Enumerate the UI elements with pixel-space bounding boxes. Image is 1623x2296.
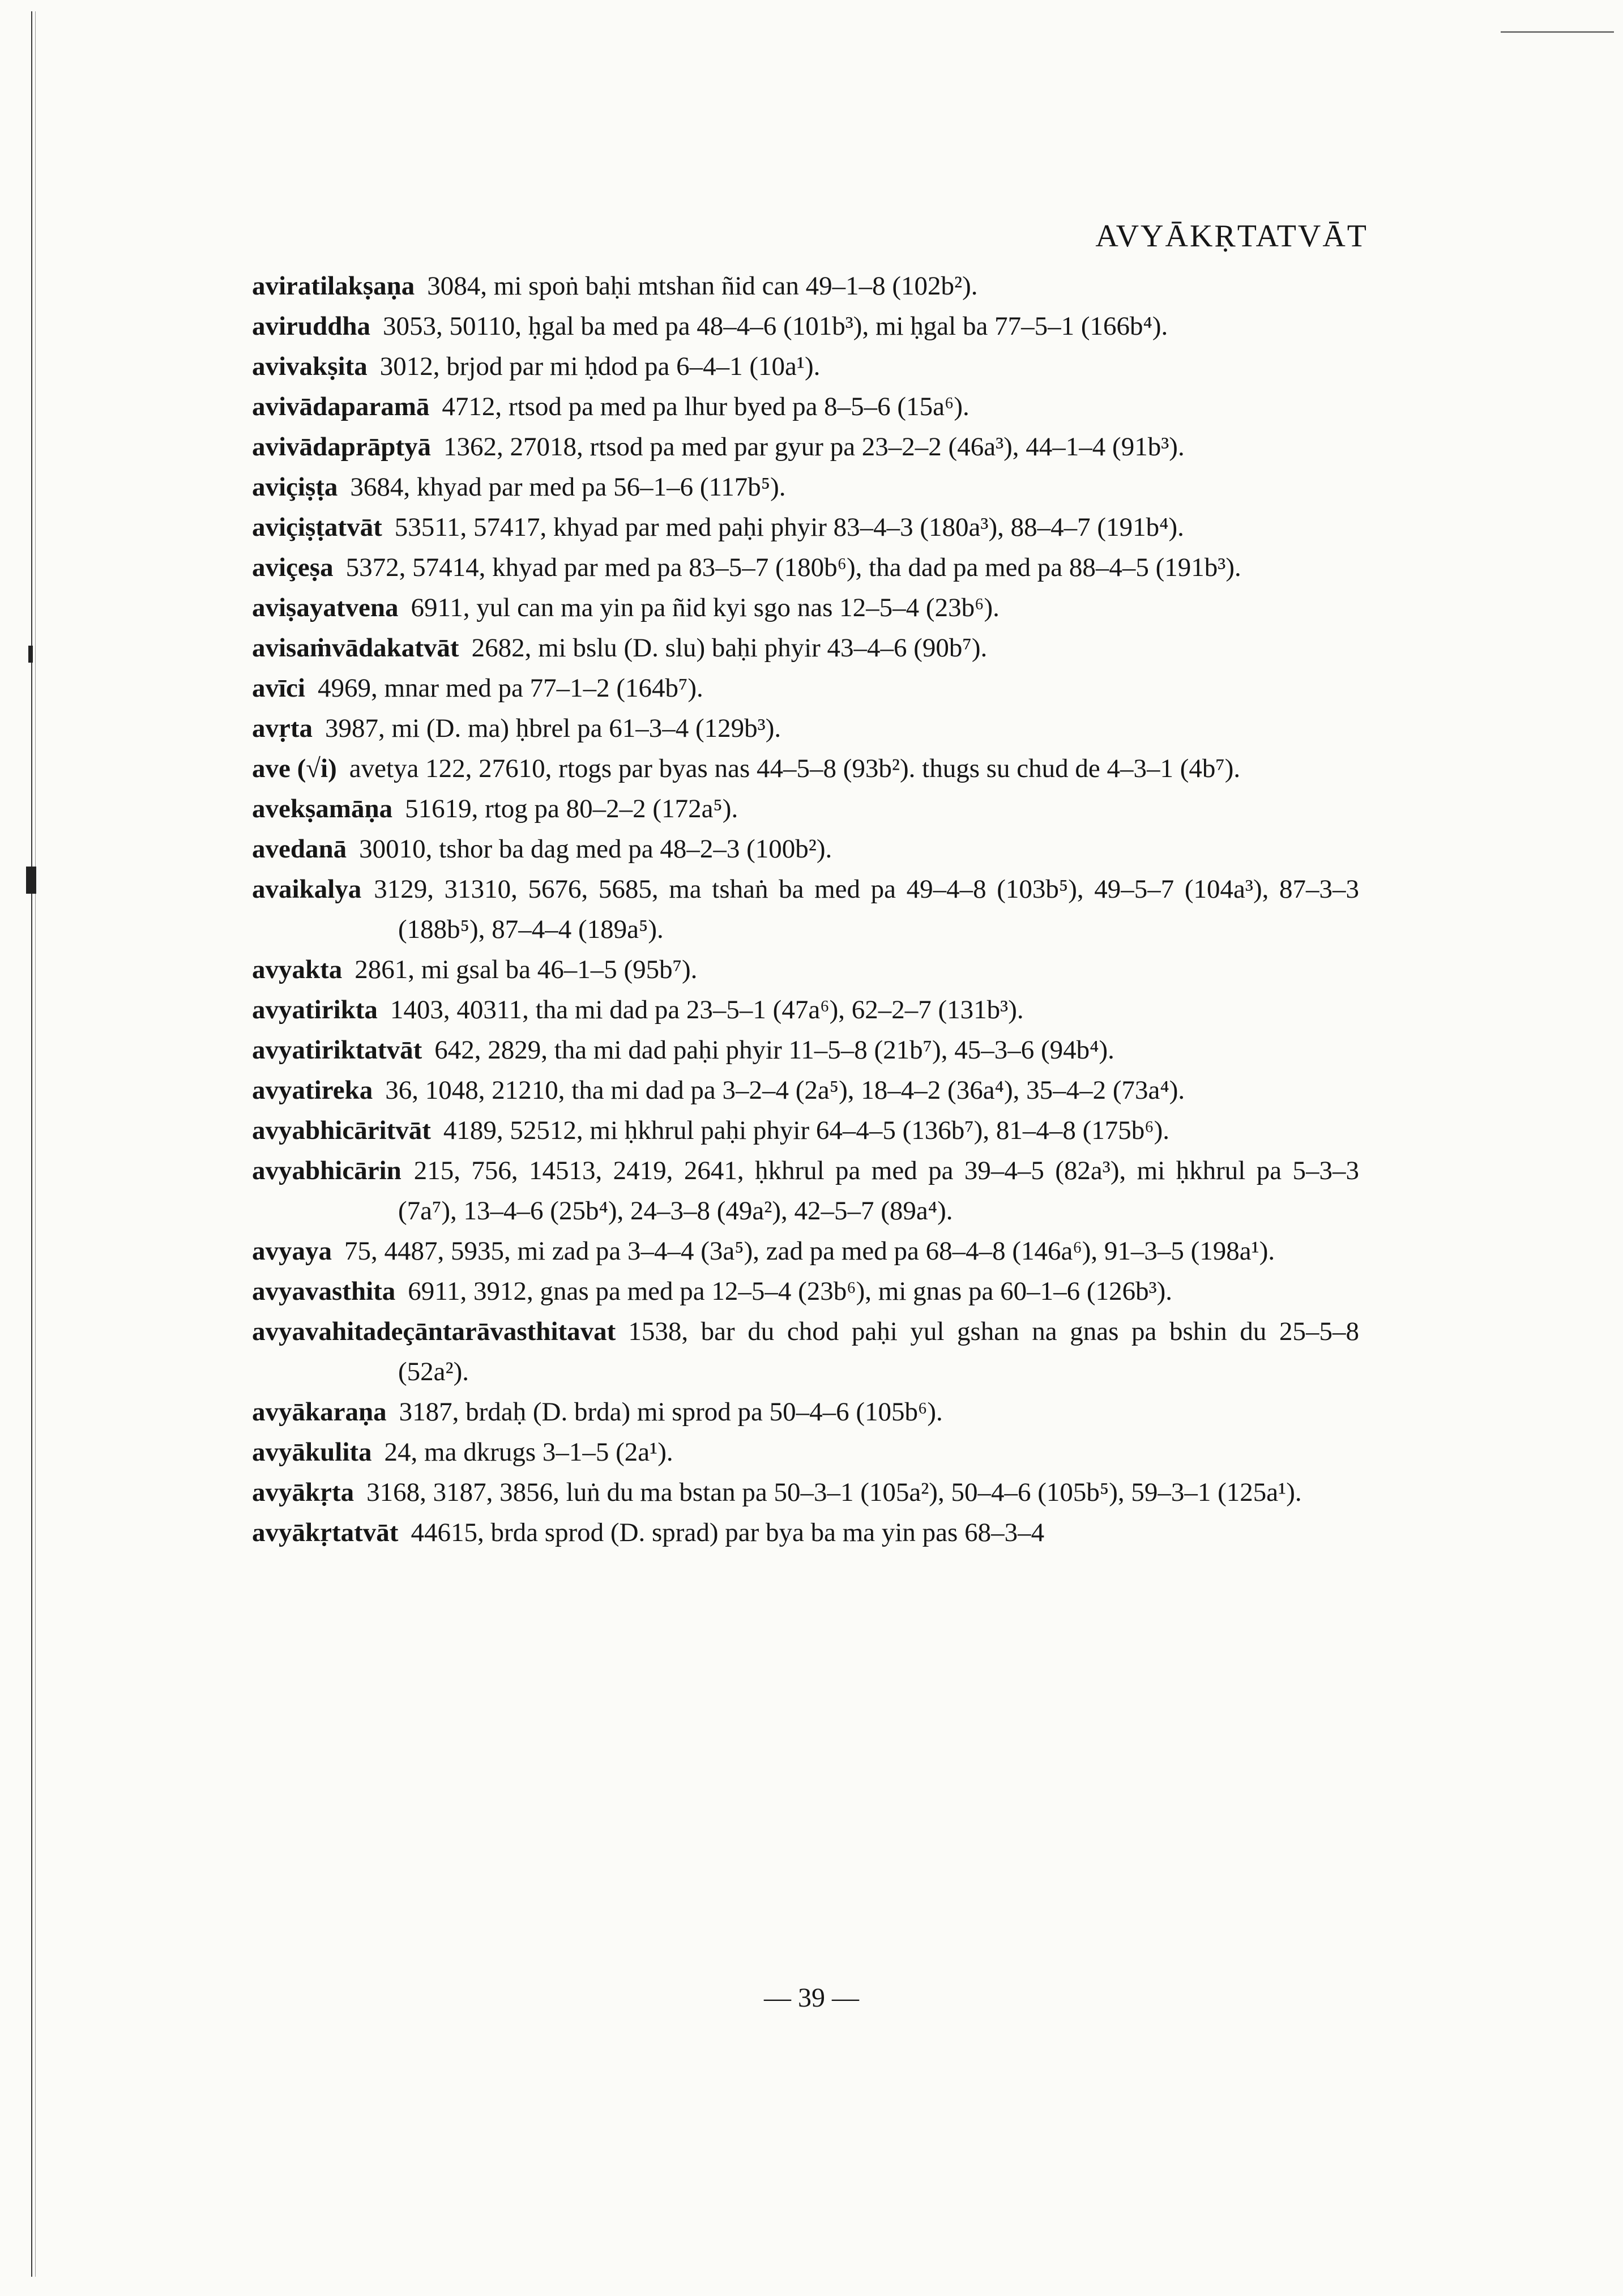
- entry-text: 215, 756, 14513, 2419, 2641, ḥkhrul pa med pa 39–4–5 (82a³), mi ḥkhrul pa 5–3–3 (7a⁷), 13–4–6 (25b⁴), 24–3–8 (49a²), 42–5–7 (89a⁴).: [398, 1156, 1359, 1226]
- dictionary-entry: [252, 266, 1359, 306]
- entry-headword: avyākṛtatvāt: [252, 1518, 399, 1547]
- entry-headword: avivādaprāptyā: [252, 432, 431, 462]
- entry-headword: avyatirikta: [252, 995, 378, 1025]
- dictionary-entry: [252, 829, 1359, 869]
- entry-text: 44615, brda sprod (D. sprad) par bya ba ma yin pas 68–3–4: [411, 1518, 1045, 1547]
- dictionary-entry: [252, 950, 1359, 990]
- entry-headword: avyabhicārin: [252, 1156, 402, 1185]
- dictionary-entry: [252, 548, 1359, 588]
- running-head: AVYĀKṚTATVĀT: [1095, 219, 1368, 254]
- entry-headword: avekṣamāṇa: [252, 794, 393, 823]
- entry-headword: avyākaraṇa: [252, 1397, 387, 1427]
- entry-text: 2682, mi bslu (D. slu) baḥi phyir 43–4–6 (90b⁷).: [471, 633, 988, 663]
- entry-text: 3168, 3187, 3856, luṅ du ma bstan pa 50–3–1 (105a²), 50–4–6 (105b⁵), 59–3–1 (125a¹).: [366, 1478, 1302, 1507]
- entry-text: 3187, brdaḥ (D. brda) mi sprod pa 50–4–6 (105b⁶).: [399, 1397, 943, 1427]
- entry-text: avetya 122, 27610, rtogs par byas nas 44–5–8 (93b²). thugs su chud de 4–3–1 (4b⁷).: [349, 754, 1241, 783]
- dictionary-entry: [252, 1473, 1359, 1513]
- dictionary-entry: [252, 789, 1359, 829]
- entry-headword: avisaṁvādakatvāt: [252, 633, 459, 663]
- entry-text: 53511, 57417, khyad par med paḥi phyir 83–4–3 (180a³), 88–4–7 (191b⁴).: [394, 513, 1184, 542]
- dictionary-entry: [252, 1271, 1359, 1312]
- entry-text: 24, ma dkrugs 3–1–5 (2a¹).: [384, 1437, 673, 1467]
- dictionary-entry: [252, 1513, 1359, 1553]
- entry-text: 75, 4487, 5935, mi zad pa 3–4–4 (3a⁵), zad pa med pa 68–4–8 (146a⁶), 91–3–5 (198a¹).: [344, 1236, 1275, 1266]
- entry-headword: avyabhicāritvāt: [252, 1116, 431, 1145]
- dictionary-entry: [252, 1231, 1359, 1271]
- dictionary-entries: [252, 266, 1359, 1553]
- entry-headword: avyatiriktatvāt: [252, 1035, 422, 1065]
- entry-text: 4969, mnar med pa 77–1–2 (164b⁷).: [317, 673, 703, 703]
- dictionary-entry: [252, 387, 1359, 427]
- entry-text: 4712, rtsod pa med pa lhur byed pa 8–5–6 (15a⁶).: [442, 392, 969, 421]
- entry-headword: avedanā: [252, 834, 347, 864]
- entry-text: 5372, 57414, khyad par med pa 83–5–7 (180b⁶), tha dad pa med pa 88–4–5 (191b³).: [345, 553, 1241, 582]
- entry-text: 2861, mi gsal ba 46–1–5 (95b⁷).: [355, 955, 698, 984]
- dictionary-entry: [252, 1392, 1359, 1432]
- scan-corner-line: [1501, 31, 1614, 33]
- entry-headword: avyākulita: [252, 1437, 372, 1467]
- entry-headword: aviçiṣṭatvāt: [252, 513, 382, 542]
- dictionary-entry: [252, 1312, 1359, 1392]
- dictionary-entry: [252, 990, 1359, 1030]
- entry-headword: avaikalya: [252, 874, 362, 904]
- scan-edge-mark: [28, 646, 33, 663]
- entry-headword: avivādaparamā: [252, 392, 430, 421]
- entry-headword: aviruddha: [252, 311, 370, 341]
- dictionary-entry: [252, 1070, 1359, 1111]
- dictionary-entry: [252, 467, 1359, 507]
- entry-text: 6911, yul can ma yin pa ñid kyi sgo nas 12–5–4 (23b⁶).: [411, 593, 1000, 622]
- entry-headword: avīci: [252, 673, 305, 703]
- entry-headword: avṛta: [252, 714, 313, 743]
- entry-headword: avyavasthita: [252, 1277, 396, 1306]
- dictionary-entry: [252, 507, 1359, 548]
- entry-text: 1362, 27018, rtsod pa med par gyur pa 23–2–2 (46a³), 44–1–4 (91b³).: [443, 432, 1185, 462]
- dictionary-entry: [252, 869, 1359, 950]
- entry-text: 642, 2829, tha mi dad paḥi phyir 11–5–8 (21b⁷), 45–3–6 (94b⁴).: [434, 1035, 1114, 1065]
- dictionary-entry: [252, 588, 1359, 628]
- scan-edge-mark: [26, 867, 36, 894]
- entry-text: 3084, mi spoṅ baḥi mtshan ñid can 49–1–8 (102b²).: [427, 271, 978, 301]
- dictionary-entry: [252, 628, 1359, 668]
- dictionary-entry: [252, 709, 1359, 749]
- entry-text: 3129, 31310, 5676, 5685, ma tshaṅ ba med pa 49–4–8 (103b⁵), 49–5–7 (104a³), 87–3–3 (188b⁵), 87–4–4 (189a⁵).: [374, 874, 1359, 944]
- scan-edge-rule-thin: [35, 11, 36, 2277]
- dictionary-entry: [252, 347, 1359, 387]
- dictionary-entry: [252, 1432, 1359, 1473]
- entry-text: 51619, rtog pa 80–2–2 (172a⁵).: [405, 794, 738, 823]
- entry-headword: avyākṛta: [252, 1478, 355, 1507]
- entry-headword: avyakta: [252, 955, 343, 984]
- entry-text: 3053, 50110, ḥgal ba med pa 48–4–6 (101b³), mi ḥgal ba 77–5–1 (166b⁴).: [382, 311, 1168, 341]
- entry-headword: ave (√i): [252, 754, 337, 783]
- entry-text: 30010, tshor ba dag med pa 48–2–3 (100b²).: [359, 834, 832, 864]
- entry-text: 4189, 52512, mi ḥkhrul paḥi phyir 64–4–5 (136b⁷), 81–4–8 (175b⁶).: [443, 1116, 1170, 1145]
- dictionary-entry: [252, 1111, 1359, 1151]
- entry-text: 1538, bar du chod paḥi yul gshan na gnas pa bshin du 25–5–8 (52a²).: [398, 1317, 1359, 1386]
- scan-edge-rule: [31, 11, 32, 2277]
- entry-text: 3684, khyad par med pa 56–1–6 (117b⁵).: [350, 472, 786, 502]
- entry-headword: aviçiṣṭa: [252, 472, 338, 502]
- entry-headword: aviçeṣa: [252, 553, 334, 582]
- dictionary-entry: [252, 427, 1359, 467]
- entry-headword: aviṣayatvena: [252, 593, 399, 622]
- dictionary-entry: [252, 1151, 1359, 1231]
- entry-text: 36, 1048, 21210, tha mi dad pa 3–2–4 (2a⁵), 18–4–2 (36a⁴), 35–4–2 (73a⁴).: [385, 1076, 1185, 1105]
- dictionary-entry: [252, 749, 1359, 789]
- entry-text: 3012, brjod par mi ḥdod pa 6–4–1 (10a¹).: [379, 352, 821, 381]
- entry-text: 3987, mi (D. ma) ḥbrel pa 61–3–4 (129b³).: [325, 714, 781, 743]
- entry-headword: avyatireka: [252, 1076, 373, 1105]
- entry-headword: avyavahitadeçāntarāvasthitavat: [252, 1317, 616, 1346]
- entry-headword: avivakṣita: [252, 352, 368, 381]
- entry-headword: avyaya: [252, 1236, 332, 1266]
- entry-headword: aviratilakṣaṇa: [252, 271, 415, 301]
- entry-text: 6911, 3912, gnas pa med pa 12–5–4 (23b⁶), mi gnas pa 60–1–6 (126b³).: [408, 1277, 1173, 1306]
- dictionary-entry: [252, 668, 1359, 709]
- dictionary-entry: [252, 306, 1359, 347]
- entry-text: 1403, 40311, tha mi dad pa 23–5–1 (47a⁶), 62–2–7 (131b³).: [390, 995, 1024, 1025]
- page-number: — 39 —: [764, 1983, 859, 2013]
- dictionary-entry: [252, 1030, 1359, 1070]
